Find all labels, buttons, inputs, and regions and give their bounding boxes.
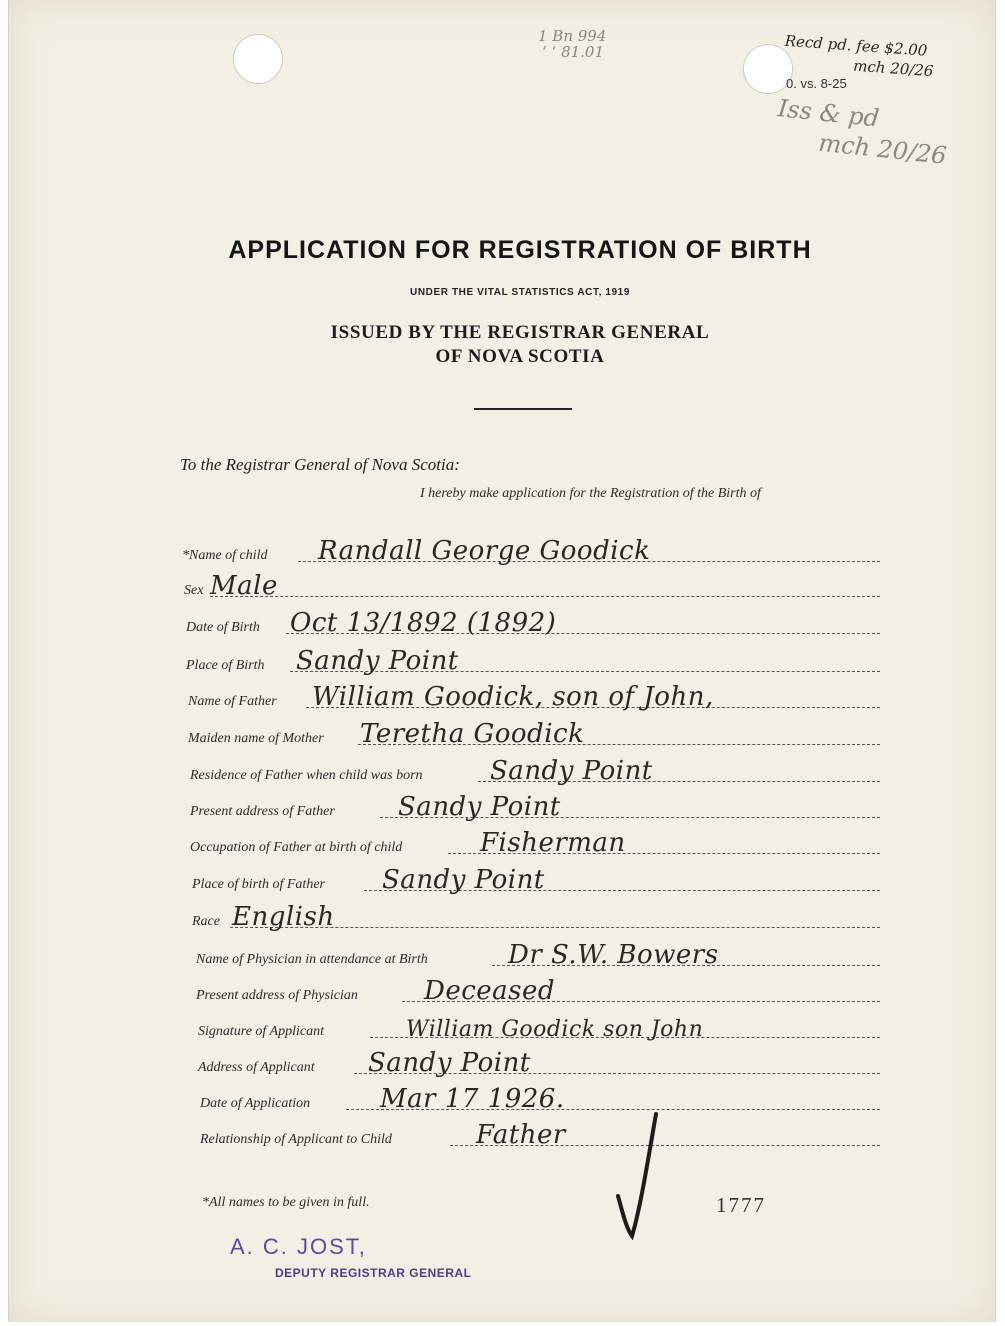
field-label: Maiden name of Mother xyxy=(188,731,324,746)
field-value: Sandy Point xyxy=(490,756,653,786)
field-label: Name of Physician in attendance at Birth xyxy=(196,952,428,967)
stamp-title: DEPUTY REGISTRAR GENERAL xyxy=(275,1266,472,1280)
field-row xyxy=(186,642,880,678)
field-label: *Name of child xyxy=(182,548,268,563)
field-row xyxy=(190,824,880,860)
field-value: Sandy Point xyxy=(296,646,459,676)
form-code: 0. vs. 8-25 xyxy=(786,76,847,91)
field-label: Residence of Father when child was born xyxy=(190,768,423,783)
field-value: Male xyxy=(210,571,278,601)
field-value: William Goodick son John xyxy=(406,1017,704,1042)
intro-text: I hereby make application for the Registration of the Birth of xyxy=(420,486,761,501)
field-label: Date of Application xyxy=(200,1096,311,1111)
field-value: Sandy Point xyxy=(368,1048,531,1078)
field-row xyxy=(200,1116,880,1152)
fee-received-note: Recd pd. fee $2.00 xyxy=(784,31,928,60)
field-row xyxy=(190,752,880,788)
form-title: APPLICATION FOR REGISTRATION OF BIRTH xyxy=(228,236,812,264)
field-row xyxy=(188,715,880,751)
header-divider xyxy=(474,408,572,410)
field-row xyxy=(196,936,880,972)
field-label: Present address of Physician xyxy=(196,988,358,1003)
field-label: Present address of Father xyxy=(190,804,335,819)
field-row xyxy=(198,1044,880,1080)
field-line xyxy=(210,596,880,597)
issuer-line-1: ISSUED BY THE REGISTRAR GENERAL xyxy=(330,322,710,343)
field-value: Deceased xyxy=(424,976,556,1006)
field-label: Name of Father xyxy=(188,694,277,709)
punch-hole-left xyxy=(233,34,283,84)
reference-number: 1777 xyxy=(716,1193,766,1217)
field-label: Signature of Applicant xyxy=(198,1024,324,1039)
field-value: Dr S.W. Bowers xyxy=(508,940,719,970)
field-value: Randall George Goodick xyxy=(318,536,651,566)
field-value: Father xyxy=(476,1120,566,1150)
field-row xyxy=(190,788,880,824)
form-subtitle: UNDER THE VITAL STATISTICS ACT, 1919 xyxy=(410,287,630,298)
field-label: Place of Birth xyxy=(186,658,265,673)
field-row xyxy=(186,604,880,640)
field-label: Place of birth of Father xyxy=(192,877,325,892)
field-value: William Goodick, son of John, xyxy=(312,682,714,712)
field-label: Race xyxy=(192,914,220,929)
field-value: Sandy Point xyxy=(382,865,545,895)
salutation: To the Registrar General of Nova Scotia: xyxy=(180,455,460,474)
field-row xyxy=(182,532,880,568)
field-label: Address of Applicant xyxy=(198,1060,315,1075)
field-value: Fisherman xyxy=(480,828,626,858)
field-label: Sex xyxy=(184,583,204,598)
pencil-note-top-center xyxy=(538,28,606,60)
field-value: Sandy Point xyxy=(398,792,561,822)
field-label: Date of Birth xyxy=(186,620,260,635)
issued-paid-note: Iss & pd xyxy=(776,94,881,133)
field-label: Relationship of Applicant to Child xyxy=(200,1132,392,1147)
field-row xyxy=(196,972,880,1008)
footnote: *All names to be given in full. xyxy=(202,1195,370,1210)
field-row xyxy=(198,1008,880,1044)
pencil-note-line: ‘ ‘ 81.01 xyxy=(542,43,605,61)
fee-received-date: mch 20/26 xyxy=(852,56,935,81)
stamp-name: A. C. JOST, xyxy=(230,1234,367,1259)
field-value: Mar 17 1926. xyxy=(380,1084,565,1114)
field-value: Teretha Goodick xyxy=(360,719,585,749)
field-row xyxy=(192,898,880,934)
issuer-line-2: OF NOVA SCOTIA xyxy=(435,346,605,367)
field-row xyxy=(192,861,880,897)
field-value: Oct 13/1892 (1892) xyxy=(290,608,557,638)
issued-paid-date: mch 20/26 xyxy=(817,128,948,170)
field-value: English xyxy=(232,902,335,932)
field-row xyxy=(200,1080,880,1116)
pencil-note-line: 1 Bn 994 xyxy=(538,27,607,45)
field-row xyxy=(188,678,880,714)
field-row xyxy=(184,567,880,603)
field-label: Occupation of Father at birth of child xyxy=(190,840,403,855)
check-mark-icon xyxy=(614,1110,664,1242)
